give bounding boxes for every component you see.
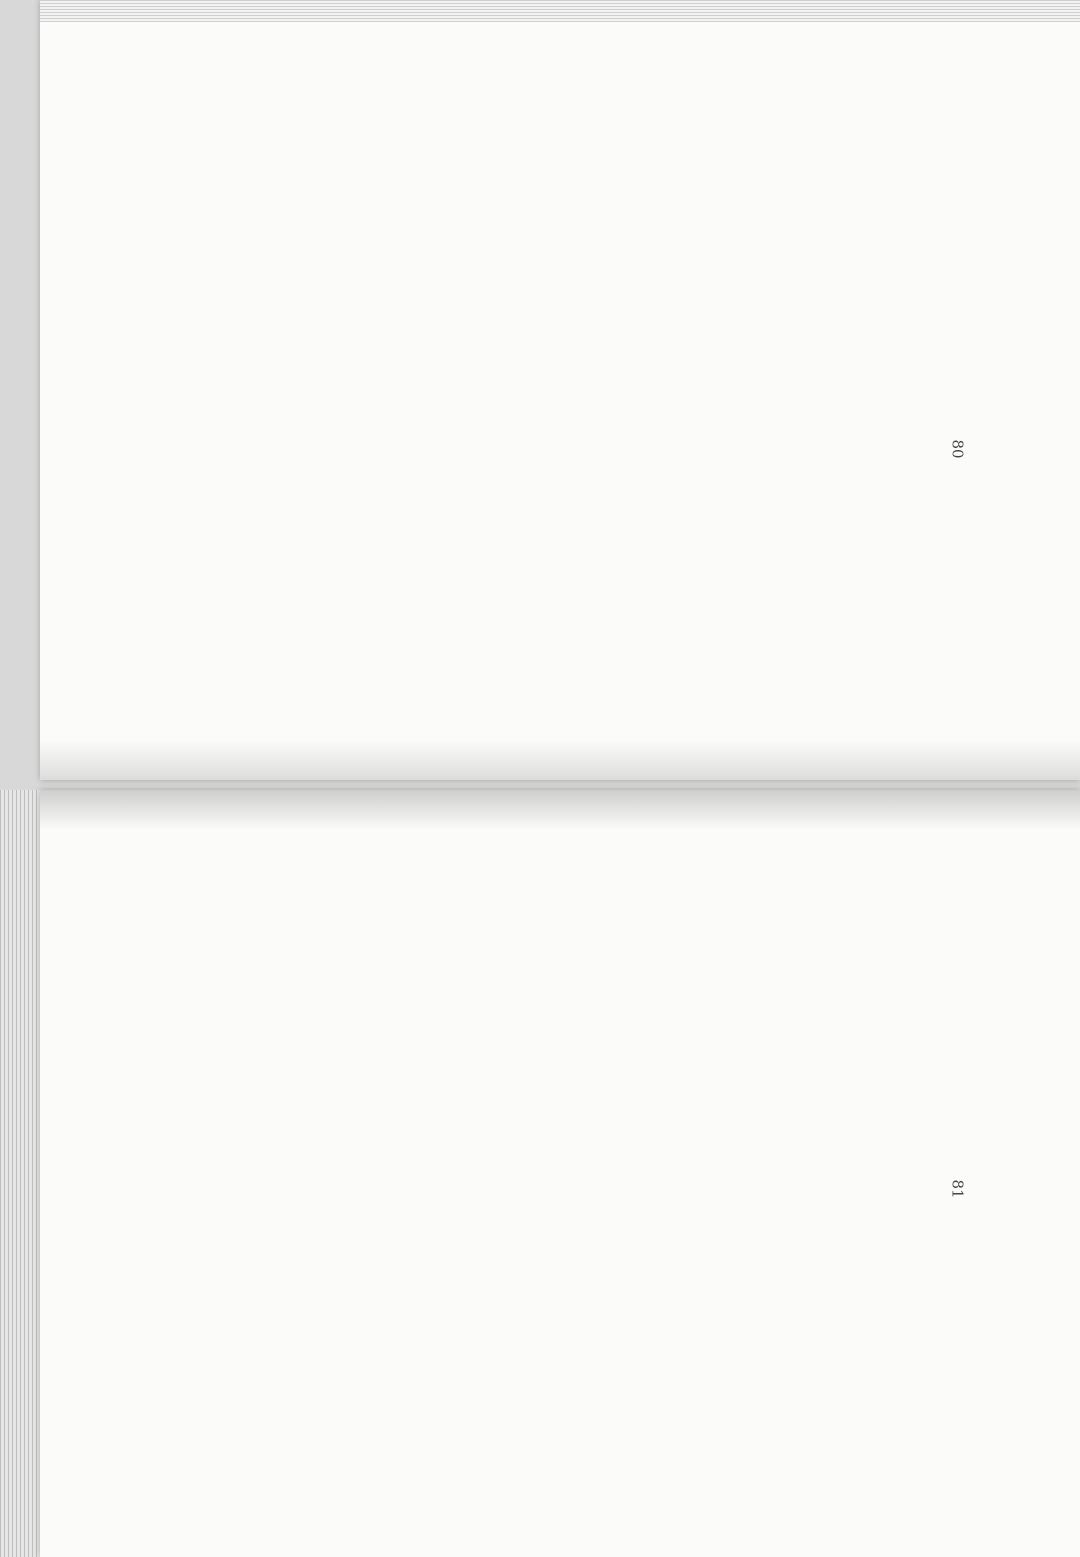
page-number-80: 80 [948,439,967,459]
book-edge [0,790,40,1557]
body-text-column-right [585,860,1005,1440]
body-text-column-right [585,130,1005,730]
page-edge-top [40,0,1080,22]
gutter-shadow [40,790,1080,830]
page-80 [40,0,1080,780]
gutter-shadow [40,740,1080,780]
page-81 [40,790,1080,1557]
body-text-column-left [140,130,560,730]
body-text-column-left [140,860,560,1440]
page-number-81: 81 [948,1179,967,1199]
